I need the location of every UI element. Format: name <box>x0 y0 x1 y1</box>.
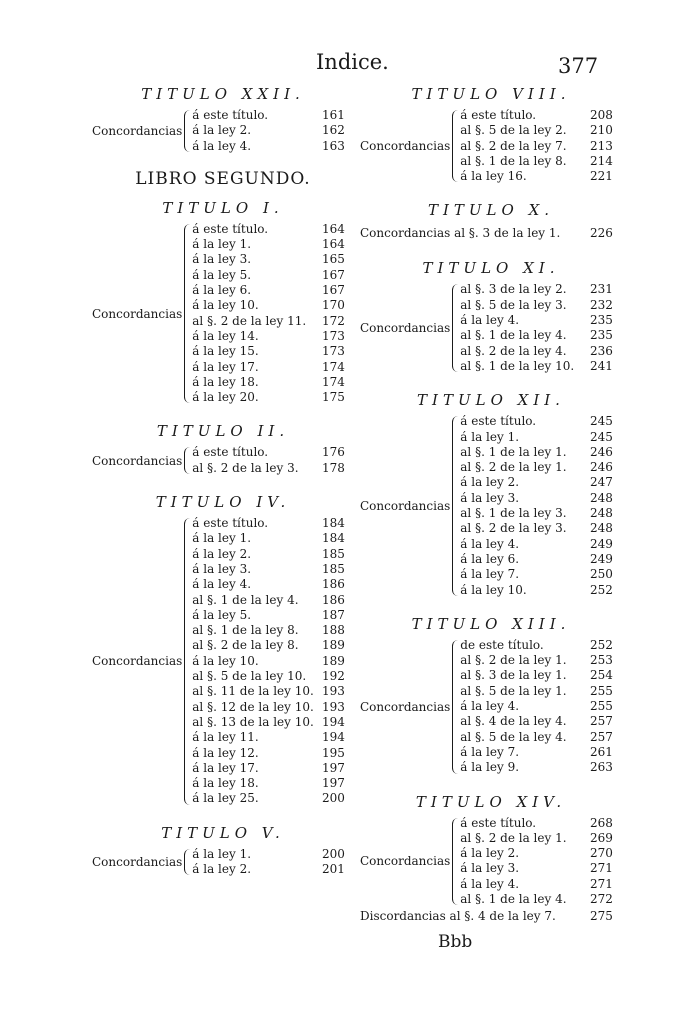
entry-text: al §. 5 de la ley 3. <box>460 297 567 312</box>
entry-text: al §. 1 de la ley 3. <box>460 506 567 521</box>
entry-page: 185 <box>322 561 345 576</box>
index-entry <box>192 776 354 791</box>
index-entry <box>192 390 354 405</box>
entry-text: á la ley 15. <box>192 344 259 359</box>
entry-text: á la ley 5. <box>192 267 252 282</box>
entry-text: á la ley 3. <box>460 490 520 505</box>
entry-page: 250 <box>590 567 613 582</box>
index-entry <box>192 283 354 298</box>
entry-list <box>192 222 354 406</box>
entry-text: al §. 5 de la ley 10. <box>192 669 307 684</box>
entry-page: 170 <box>322 298 345 313</box>
concordancias-label: Concordancias <box>92 854 183 869</box>
index-entry <box>192 252 354 267</box>
entry-text: á este título. <box>460 108 537 122</box>
index-entry <box>192 791 354 806</box>
entry-page: 163 <box>322 138 345 153</box>
entry-page: 200 <box>322 791 345 806</box>
index-entry <box>192 139 354 154</box>
entry-text: al §. 2 de la ley 11. <box>192 313 307 328</box>
index-entry <box>192 862 354 877</box>
entry-text: á este título. <box>192 516 269 531</box>
entry-page: 194 <box>322 730 345 745</box>
index-entry <box>460 414 622 429</box>
entry-page: 172 <box>322 313 345 328</box>
entry-text: á este título. <box>192 108 269 122</box>
brace-mark <box>452 818 459 906</box>
page-number: 377 <box>558 54 599 78</box>
entry-text: á este título. <box>460 815 537 830</box>
index-entry <box>192 314 354 329</box>
entry-page: 235 <box>590 328 613 343</box>
entry-page: 248 <box>590 490 613 505</box>
entry-page: 226 <box>590 226 613 241</box>
entry-text: de este título. <box>460 637 544 652</box>
entry-text: al §. 4 de la ley 4. <box>460 714 567 729</box>
entry-text: á la ley 2. <box>460 475 520 490</box>
entry-page: 271 <box>590 876 613 891</box>
entry-page: 184 <box>322 531 345 546</box>
entry-page: 176 <box>322 445 345 460</box>
entry-text: á la ley 7. <box>460 744 520 759</box>
entry-page: 255 <box>590 699 613 714</box>
entry-page: 253 <box>590 653 613 668</box>
entry-text: á la ley 2. <box>192 123 252 138</box>
entry-page: 178 <box>322 460 345 475</box>
entry-list <box>192 445 354 476</box>
entry-text: á la ley 3. <box>460 861 520 876</box>
index-entry <box>460 653 622 668</box>
entry-text: á la ley 10. <box>192 298 259 313</box>
entry-text: á la ley 5. <box>192 607 252 622</box>
entry-page: 164 <box>322 221 345 236</box>
index-entry <box>460 139 622 154</box>
entry-page: 257 <box>590 714 613 729</box>
index-entry <box>460 491 622 506</box>
index-entry <box>192 623 354 638</box>
index-entry <box>192 562 354 577</box>
entry-text: al §. 5 de la ley 4. <box>460 729 567 744</box>
index-entry <box>192 761 354 776</box>
index-entry <box>460 169 622 184</box>
section-title: TITULO XIII. <box>411 614 571 633</box>
brace-mark <box>452 284 459 372</box>
index-entry <box>192 461 354 476</box>
entry-page: 201 <box>322 861 345 876</box>
entry-text: al §. 3 de la ley 2. <box>460 282 567 297</box>
entry-text: al §. 12 de la ley 10. <box>192 699 314 714</box>
index-entry <box>192 608 354 623</box>
section-title: TITULO XIV. <box>415 792 567 811</box>
index-entry <box>460 831 622 846</box>
index-entry <box>460 359 622 374</box>
entry-list <box>192 847 354 878</box>
entry-page: 236 <box>590 343 613 358</box>
entry-page: 248 <box>590 521 613 536</box>
entry-page: 214 <box>590 153 613 168</box>
entry-text: á la ley 10. <box>460 582 527 597</box>
entry-page: 167 <box>322 267 345 282</box>
entry-page: 255 <box>590 683 613 698</box>
index-entry <box>192 516 354 531</box>
entry-text: Discordancias al §. 4 de la ley 7. <box>360 909 556 924</box>
entry-text: á la ley 4. <box>460 699 520 714</box>
book-heading: LIBRO SEGUNDO. <box>135 168 311 189</box>
index-entry <box>460 668 622 683</box>
group-titulo-iv <box>92 516 354 807</box>
entry-text: al §. 1 de la ley 1. <box>460 444 567 459</box>
index-entry <box>460 714 622 729</box>
index-entry <box>192 700 354 715</box>
index-entry <box>192 344 354 359</box>
section-title: TITULO VIII. <box>411 85 571 103</box>
discordancias-entry <box>360 907 622 925</box>
entry-text: á la ley 16. <box>460 169 527 184</box>
section-title: TITULO II. <box>156 422 290 441</box>
concordancias-label: Concordancias <box>360 854 451 869</box>
entry-text: á la ley 12. <box>192 745 259 760</box>
index-entry <box>192 547 354 562</box>
index-entry <box>192 730 354 745</box>
entry-text: á la ley 17. <box>192 760 259 775</box>
entry-list <box>460 108 622 184</box>
index-entry <box>192 268 354 283</box>
entry-page: 167 <box>322 283 345 298</box>
entry-page: 232 <box>590 297 613 312</box>
entry-page: 275 <box>590 909 613 924</box>
group-titulo-xiii <box>360 638 622 776</box>
index-entry <box>460 313 622 328</box>
entry-text: á la ley 2. <box>460 846 520 861</box>
entry-text: á este título. <box>192 221 269 236</box>
index-entry <box>192 684 354 699</box>
index-entry <box>192 445 354 460</box>
brace-mark <box>184 849 191 876</box>
entry-page: 161 <box>322 108 345 122</box>
group-titulo-xiv <box>360 816 622 908</box>
index-entry <box>192 847 354 862</box>
entry-page: 245 <box>590 429 613 444</box>
entry-list <box>192 516 354 807</box>
concordancias-label: Concordancias <box>360 139 451 154</box>
entry-page: 173 <box>322 344 345 359</box>
entry-page: 162 <box>322 123 345 138</box>
index-entry <box>192 746 354 761</box>
entry-text: á la ley 4. <box>460 876 520 891</box>
entry-text: á la ley 3. <box>192 252 252 267</box>
entry-text: al §. 5 de la ley 1. <box>460 683 567 698</box>
entry-text: á la ley 4. <box>460 313 520 328</box>
entry-page: 189 <box>322 638 345 653</box>
entry-page: 254 <box>590 668 613 683</box>
index-entry <box>192 638 354 653</box>
entry-page: 210 <box>590 123 613 138</box>
entry-page: 175 <box>322 390 345 405</box>
index-entry <box>460 745 622 760</box>
entry-page: 247 <box>590 475 613 490</box>
index-entry <box>192 108 354 123</box>
entry-page: 272 <box>590 891 613 906</box>
index-entry <box>192 654 354 669</box>
entry-text: á la ley 6. <box>192 283 252 298</box>
index-entry <box>460 521 622 536</box>
group-titulo-i <box>92 222 354 406</box>
entry-text: al §. 2 de la ley 3. <box>460 521 567 536</box>
index-entry <box>192 577 354 592</box>
page-header-title: Indice. <box>316 50 389 74</box>
index-entry <box>460 282 622 297</box>
group-titulo-xii <box>360 414 622 598</box>
entry-page: 248 <box>590 506 613 521</box>
index-entry <box>192 531 354 546</box>
entry-text: á la ley 14. <box>192 328 259 343</box>
entry-page: 213 <box>590 138 613 153</box>
entry-page: 241 <box>590 358 613 373</box>
entry-text: al §. 3 de la ley 1. <box>460 668 567 683</box>
index-entry <box>192 375 354 390</box>
entry-text: al §. 2 de la ley 4. <box>460 343 567 358</box>
entry-page: 200 <box>322 846 345 861</box>
index-entry <box>460 583 622 598</box>
group-titulo-xxii <box>92 108 354 154</box>
entry-text: á la ley 1. <box>192 237 252 252</box>
right-column <box>360 80 622 925</box>
entry-text: á este título. <box>192 445 269 460</box>
entry-page: 187 <box>322 607 345 622</box>
signature-mark: Bbb <box>438 932 473 952</box>
entry-list <box>460 638 622 776</box>
entry-text: al §. 2 de la ley 8. <box>192 638 299 653</box>
index-entry <box>460 108 622 123</box>
index-entry <box>460 298 622 313</box>
entry-text: al §. 2 de la ley 1. <box>460 830 567 845</box>
entry-text: al §. 1 de la ley 4. <box>192 592 299 607</box>
brace-mark <box>184 518 191 805</box>
index-entry <box>460 154 622 169</box>
entry-page: 192 <box>322 669 345 684</box>
index-entry <box>192 593 354 608</box>
index-entry <box>460 430 622 445</box>
group-titulo-v <box>92 847 354 878</box>
index-entry <box>192 329 354 344</box>
entry-text: á la ley 6. <box>460 551 520 566</box>
entry-page: 257 <box>590 729 613 744</box>
entry-text: al §. 1 de la ley 8. <box>192 623 299 638</box>
entry-page: 235 <box>590 313 613 328</box>
brace-mark <box>184 110 191 152</box>
index-entry <box>460 445 622 460</box>
index-entry <box>192 222 354 237</box>
entry-page: 246 <box>590 444 613 459</box>
concordancias-label: Concordancias <box>92 306 183 321</box>
index-entry <box>460 816 622 831</box>
section-title: TITULO XI. <box>422 259 560 278</box>
index-entry <box>460 846 622 861</box>
entry-page: 184 <box>322 516 345 531</box>
entry-text: á la ley 20. <box>192 390 259 405</box>
entry-list <box>192 108 354 154</box>
entry-text: al §. 11 de la ley 10. <box>192 684 314 699</box>
entry-text: al §. 2 de la ley 7. <box>460 138 567 153</box>
entry-page: 164 <box>322 237 345 252</box>
entry-list <box>460 414 622 598</box>
entry-page: 261 <box>590 744 613 759</box>
entry-text: á la ley 3. <box>192 561 252 576</box>
concordancias-label: Concordancias <box>92 654 183 669</box>
entry-page: 194 <box>322 714 345 729</box>
index-entry <box>460 567 622 582</box>
entry-text: á la ley 10. <box>192 653 259 668</box>
brace-mark <box>184 224 191 404</box>
entry-text: á la ley 4. <box>192 577 252 592</box>
section-title: TITULO V. <box>161 823 285 842</box>
entry-page: 186 <box>322 577 345 592</box>
index-entry <box>460 892 622 907</box>
entry-text: al §. 2 de la ley 1. <box>460 653 567 668</box>
entry-text: al §. 1 de la ley 10. <box>460 358 575 373</box>
entry-text: al §. 2 de la ley 1. <box>460 460 567 475</box>
group-titulo-viii <box>360 108 622 184</box>
entry-text: á la ley 17. <box>192 359 259 374</box>
index-entry <box>192 360 354 375</box>
concordancias-label: Concordancias <box>360 499 451 514</box>
index-entry <box>460 328 622 343</box>
brace-mark <box>184 447 191 474</box>
entry-page: 231 <box>590 282 613 297</box>
entry-text: á la ley 2. <box>192 861 252 876</box>
entry-page: 185 <box>322 546 345 561</box>
entry-page: 193 <box>322 699 345 714</box>
entry-text: á la ley 7. <box>460 567 520 582</box>
entry-text: á la ley 4. <box>192 138 252 153</box>
brace-mark <box>452 110 459 182</box>
entry-text: á la ley 9. <box>460 760 520 775</box>
entry-page: 249 <box>590 536 613 551</box>
entry-page: 189 <box>322 653 345 668</box>
entry-page: 252 <box>590 582 613 597</box>
concordancias-label: Concordancias <box>92 123 183 138</box>
index-entry <box>460 506 622 521</box>
concordancias-label: Concordancias <box>92 453 183 468</box>
index-entry <box>460 861 622 876</box>
entry-text: al §. 5 de la ley 2. <box>460 123 567 138</box>
index-entry <box>192 123 354 138</box>
index-entry <box>460 344 622 359</box>
index-entry <box>460 877 622 892</box>
section-title: TITULO XXII. <box>141 85 305 103</box>
brace-mark <box>452 416 459 596</box>
entry-text: al §. 13 de la ley 10. <box>192 714 314 729</box>
entry-list <box>460 282 622 374</box>
index-entry <box>460 699 622 714</box>
entry-page: 174 <box>322 374 345 389</box>
entry-page: 174 <box>322 359 345 374</box>
entry-text: á la ley 1. <box>192 531 252 546</box>
concordancias-label: Concordancias <box>360 699 451 714</box>
single-entry <box>360 224 622 242</box>
group-titulo-xi <box>360 282 622 374</box>
entry-page: 197 <box>322 760 345 775</box>
index-entry <box>192 237 354 252</box>
index-entry <box>460 552 622 567</box>
entry-text: al §. 1 de la ley 8. <box>460 153 567 168</box>
entry-page: 221 <box>590 169 613 184</box>
index-entry <box>460 123 622 138</box>
entry-text: á la ley 2. <box>192 546 252 561</box>
entry-page: 197 <box>322 776 345 791</box>
entry-text: á la ley 25. <box>192 791 259 806</box>
index-entry <box>460 537 622 552</box>
entry-page: 270 <box>590 846 613 861</box>
entry-page: 268 <box>590 815 613 830</box>
entry-page: 165 <box>322 252 345 267</box>
entry-page: 271 <box>590 861 613 876</box>
index-entry <box>192 669 354 684</box>
entry-page: 252 <box>590 637 613 652</box>
section-title: TITULO XII. <box>417 391 565 410</box>
index-entry <box>460 760 622 775</box>
entry-page: 173 <box>322 328 345 343</box>
entry-page: 193 <box>322 684 345 699</box>
section-title: TITULO X. <box>427 201 555 220</box>
entry-text: al §. 1 de la ley 4. <box>460 328 567 343</box>
index-entry <box>192 715 354 730</box>
entry-page: 245 <box>590 414 613 429</box>
section-title: TITULO IV. <box>155 493 291 512</box>
entry-page: 249 <box>590 551 613 566</box>
entry-list <box>460 816 622 908</box>
brace-mark <box>452 640 459 774</box>
entry-page: 246 <box>590 460 613 475</box>
entry-page: 269 <box>590 830 613 845</box>
index-entry <box>192 298 354 313</box>
entry-text: al §. 2 de la ley 3. <box>192 460 299 475</box>
section-title: TITULO I. <box>162 198 284 217</box>
entry-page: 186 <box>322 592 345 607</box>
entry-text: á la ley 18. <box>192 776 259 791</box>
concordancias-label: Concordancias <box>360 321 451 336</box>
left-column <box>92 80 354 877</box>
entry-text: á la ley 1. <box>192 846 252 861</box>
index-entry <box>460 475 622 490</box>
entry-text: al §. 1 de la ley 4. <box>460 891 567 906</box>
index-entry <box>460 684 622 699</box>
index-entry <box>460 460 622 475</box>
entry-page: 208 <box>590 108 613 122</box>
entry-text: á la ley 18. <box>192 374 259 389</box>
index-entry <box>460 730 622 745</box>
group-titulo-ii <box>92 445 354 476</box>
entry-text: á la ley 11. <box>192 730 259 745</box>
entry-page: 188 <box>322 623 345 638</box>
entry-text: á la ley 4. <box>460 536 520 551</box>
entry-page: 195 <box>322 745 345 760</box>
index-entry <box>460 638 622 653</box>
entry-text: á este título. <box>460 414 537 429</box>
entry-text: Concordancias al §. 3 de la ley 1. <box>360 226 561 241</box>
entry-page: 263 <box>590 760 613 775</box>
entry-text: á la ley 1. <box>460 429 520 444</box>
